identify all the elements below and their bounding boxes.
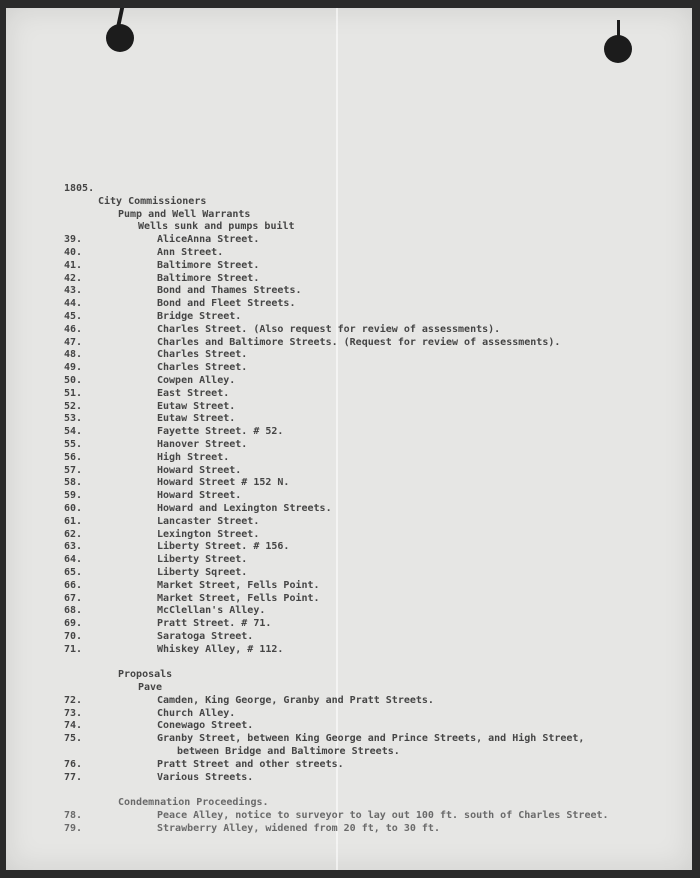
item-text: Howard Street. [157, 490, 242, 502]
item-number: 47. [64, 336, 83, 348]
list-item [6, 810, 692, 823]
item-number: 75. [64, 733, 83, 745]
item-number: 42. [64, 272, 83, 284]
item-text: Strawberry Alley, widened from 20 ft, to 30 ft. [157, 822, 440, 834]
item-text: Whiskey Alley, # 112. [157, 643, 284, 655]
year: 1805. [64, 183, 95, 194]
item-text: Bridge Street. [157, 310, 242, 322]
item-number: 61. [64, 515, 83, 527]
item-number: 52. [64, 400, 83, 412]
list-item [6, 452, 692, 465]
list-item [6, 618, 692, 631]
item-text: Liberty Sqreet. [157, 566, 248, 578]
pave-heading: Pave [138, 682, 163, 694]
item-number: 45. [64, 310, 83, 322]
item-text: Peace Alley, notice to surveyor to lay out 100 ft. south of Charles Street. [157, 810, 609, 822]
item-text: East Street. [157, 387, 230, 399]
list-item [6, 631, 692, 644]
list-item [6, 234, 692, 247]
item-number: 41. [64, 259, 83, 271]
list-item [6, 695, 692, 708]
list-item [6, 285, 692, 298]
item-text: Howard Street. [157, 464, 242, 476]
item-number: 53. [64, 413, 83, 425]
item-number: 46. [64, 323, 83, 335]
condemnation-list [6, 810, 692, 836]
item-number: 64. [64, 554, 83, 566]
list-item-continuation [6, 746, 692, 759]
list-item [6, 529, 692, 542]
item-text: Pratt Street. # 71. [157, 618, 272, 630]
list-item [6, 490, 692, 503]
condemnation-heading: Condemnation Proceedings. [118, 797, 269, 809]
item-number: 68. [64, 605, 83, 617]
proposals-list [6, 695, 692, 785]
document-text [6, 183, 692, 836]
item-number: 55. [64, 438, 83, 450]
list-item [6, 708, 692, 721]
item-number: 69. [64, 618, 83, 630]
list-item [6, 593, 692, 606]
list-item [6, 554, 692, 567]
item-text: Baltimore Street. [157, 272, 260, 284]
list-item [6, 720, 692, 733]
item-number: 56. [64, 451, 83, 463]
item-number: 40. [64, 246, 83, 258]
list-item [6, 823, 692, 836]
item-text: Conewago Street. [157, 720, 254, 732]
list-item [6, 759, 692, 772]
list-item [6, 644, 692, 657]
item-text: Market Street, Fells Point. [157, 592, 320, 604]
item-text: Cowpen Alley. [157, 374, 236, 386]
list-item [6, 273, 692, 286]
item-number: 49. [64, 362, 83, 374]
wells-list [6, 234, 692, 656]
item-text: McClellan's Alley. [157, 605, 266, 617]
list-item [6, 324, 692, 337]
item-number: 63. [64, 541, 83, 553]
list-item [6, 426, 692, 439]
item-text: Saratoga Street. [157, 630, 254, 642]
document-page [6, 8, 692, 870]
item-number: 51. [64, 387, 83, 399]
item-text: Hanover Street. [157, 438, 248, 450]
list-item [6, 516, 692, 529]
list-item [6, 733, 692, 746]
item-number: 58. [64, 477, 83, 489]
item-text: Charles and Baltimore Streets. (Request for review of assessments). [157, 336, 561, 348]
item-number: 39. [64, 234, 83, 246]
item-text: Charles Street. [157, 349, 248, 361]
list-item [6, 503, 692, 516]
subsubsection-heading: Wells sunk and pumps built [138, 221, 295, 233]
list-item [6, 337, 692, 350]
item-text: Eutaw Street. [157, 400, 236, 412]
list-item [6, 567, 692, 580]
item-text: Howard Street # 152 N. [157, 477, 290, 489]
subsection-heading: Pump and Well Warrants [118, 208, 251, 220]
item-text: Howard and Lexington Streets. [157, 502, 332, 514]
list-item [6, 311, 692, 324]
item-number: 72. [64, 694, 83, 706]
item-number: 62. [64, 528, 83, 540]
item-number: 70. [64, 630, 83, 642]
item-number: 50. [64, 374, 83, 386]
item-text: Granby Street, between King George and Prince Streets, and High Street, [157, 733, 585, 745]
item-text: Camden, King George, Granby and Pratt Streets. [157, 694, 434, 706]
list-item [6, 362, 692, 375]
item-text: Various Streets. [157, 771, 254, 783]
list-item [6, 605, 692, 618]
list-item [6, 580, 692, 593]
list-item [6, 401, 692, 414]
list-item [6, 439, 692, 452]
item-text: Charles Street. (Also request for review of assessments). [157, 323, 501, 335]
item-text: AliceAnna Street. [157, 234, 260, 246]
item-number: 48. [64, 349, 83, 361]
list-item [6, 772, 692, 785]
item-number: 60. [64, 502, 83, 514]
item-text: Baltimore Street. [157, 259, 260, 271]
item-text: Bond and Thames Streets. [157, 285, 302, 297]
item-text: Church Alley. [157, 707, 236, 719]
item-text: Liberty Street. [157, 554, 248, 566]
list-item [6, 541, 692, 554]
item-text: Lancaster Street. [157, 515, 260, 527]
item-text-continuation: between Bridge and Baltimore Streets. [177, 746, 400, 758]
item-number: 74. [64, 720, 83, 732]
proposals-heading: Proposals [118, 669, 173, 681]
item-number: 57. [64, 464, 83, 476]
item-number: 66. [64, 579, 83, 591]
item-number: 65. [64, 566, 83, 578]
list-item [6, 349, 692, 362]
item-text: Liberty Street. # 156. [157, 541, 290, 553]
punch-hole [604, 35, 632, 63]
list-item [6, 375, 692, 388]
list-item [6, 298, 692, 311]
item-number: 67. [64, 592, 83, 604]
item-text: Market Street, Fells Point. [157, 579, 320, 591]
item-number: 54. [64, 426, 83, 438]
item-number: 59. [64, 490, 83, 502]
item-text: Eutaw Street. [157, 413, 236, 425]
list-item [6, 247, 692, 260]
item-number: 73. [64, 707, 83, 719]
item-text: Lexington Street. [157, 528, 260, 540]
item-number: 76. [64, 758, 83, 770]
item-number: 71. [64, 643, 83, 655]
list-item [6, 413, 692, 426]
item-number: 79. [64, 822, 83, 834]
punch-hole [106, 24, 134, 52]
item-text: Fayette Street. # 52. [157, 426, 284, 438]
item-text: High Street. [157, 451, 230, 463]
item-number: 78. [64, 810, 83, 822]
item-number: 77. [64, 771, 83, 783]
section-heading: City Commissioners [98, 195, 207, 207]
item-number: 43. [64, 285, 83, 297]
item-text: Bond and Fleet Streets. [157, 298, 296, 310]
list-item [6, 388, 692, 401]
list-item [6, 465, 692, 478]
list-item [6, 477, 692, 490]
item-number: 44. [64, 298, 83, 310]
list-item [6, 260, 692, 273]
item-text: Ann Street. [157, 246, 224, 258]
item-text: Pratt Street and other streets. [157, 758, 344, 770]
item-text: Charles Street. [157, 362, 248, 374]
